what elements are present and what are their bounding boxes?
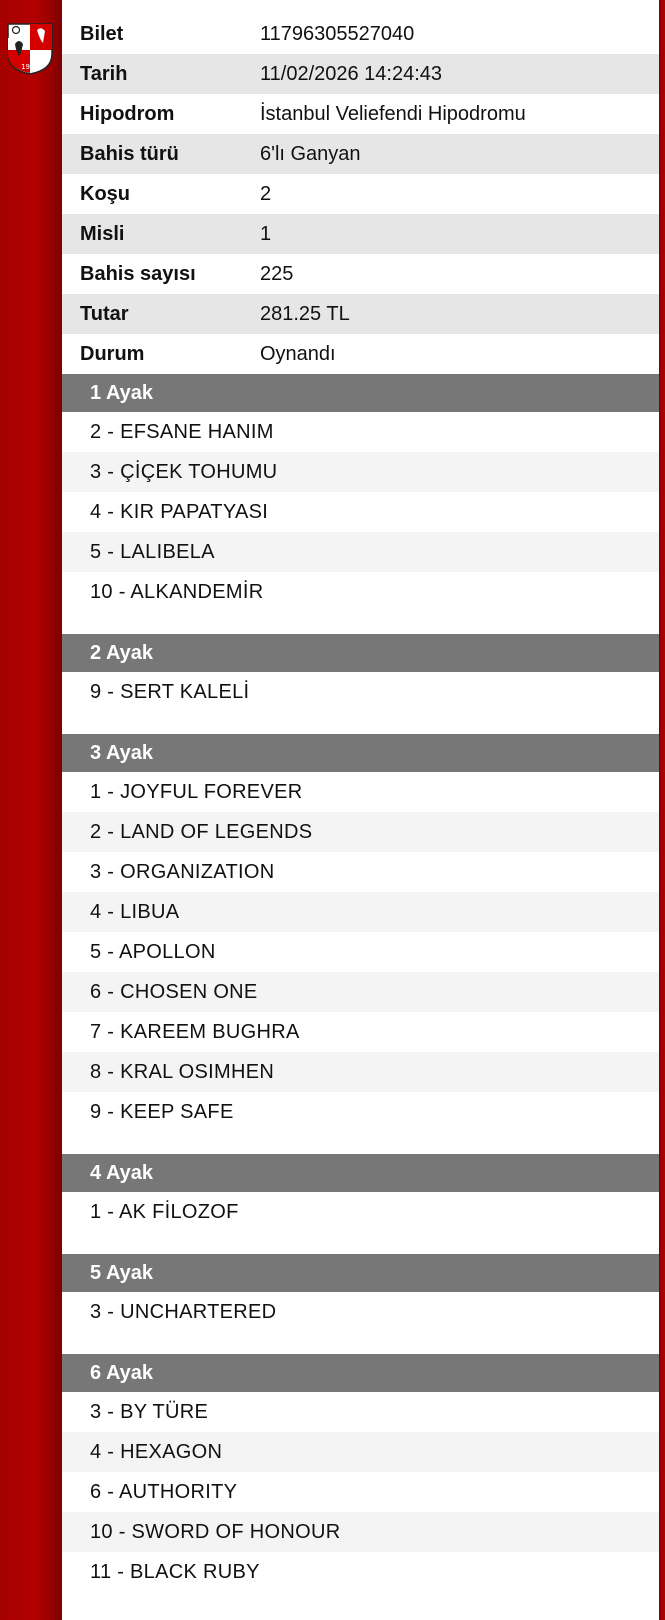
ticket-legs <box>62 374 659 1614</box>
horse-row: 3 - ÇİÇEK TOHUMU <box>62 452 659 492</box>
horse-row: 1 - AK FİLOZOF <box>90 1200 239 1223</box>
ticket-info-value: 11/02/2026 14:24:43 <box>260 62 443 85</box>
horse-row: 5 - APOLLON <box>90 940 216 963</box>
ticket-info-row <box>62 54 659 94</box>
ticket-info-row <box>62 214 659 254</box>
ticket-info-value: 2 <box>260 182 272 205</box>
horse-row: 4 - KIR PAPATYASI <box>90 500 269 523</box>
horse-row: 6 - CHOSEN ONE <box>62 972 659 1012</box>
leg-spacer <box>62 712 659 734</box>
leg-spacer <box>62 1332 659 1354</box>
horse-row: 1 - JOYFUL FOREVER <box>90 780 303 803</box>
leg-spacer <box>62 1132 659 1154</box>
horse-row: 3 - BY TÜRE <box>90 1400 209 1423</box>
leg-header: 1 Ayak <box>62 374 659 412</box>
leg-header: 5 Ayak <box>62 1254 659 1292</box>
horse-row: 9 - SERT KALELİ <box>90 680 250 703</box>
ticket-info-label: Hipodrom <box>80 102 175 125</box>
horse-row: 4 - HEXAGON <box>62 1432 659 1472</box>
ticket-info-value: 1 <box>260 222 272 245</box>
left-brand-rail <box>0 0 62 1620</box>
ticket-info-label: Bilet <box>80 22 124 45</box>
ticket-detail <box>62 14 659 1614</box>
ticket-info-value: 6'lı Ganyan <box>260 142 361 165</box>
ticket-info-label: Tarih <box>80 62 128 85</box>
horse-row: 3 - UNCHARTERED <box>90 1300 277 1323</box>
horse-row: 9 - KEEP SAFE <box>90 1100 234 1123</box>
horse-row: 8 - KRAL OSIMHEN <box>62 1052 659 1092</box>
ticket-info-row <box>62 294 659 334</box>
horse-row: 10 - SWORD OF HONOUR <box>62 1512 659 1552</box>
leg-header: 3 Ayak <box>62 734 659 772</box>
horse-row: 2 - LAND OF LEGENDS <box>62 812 659 852</box>
right-brand-rail <box>659 0 665 1620</box>
leg-header: 6 Ayak <box>62 1354 659 1392</box>
ticket-info-label: Tutar <box>80 302 129 325</box>
ticket-info-label: Bahis sayısı <box>80 262 196 285</box>
leg-spacer <box>62 612 659 634</box>
ticket-info-value: 11796305527040 <box>260 22 415 45</box>
horse-row: 3 - ORGANIZATION <box>90 860 275 883</box>
ticket-info-row <box>62 14 659 54</box>
ticket-info-value: İstanbul Veliefendi Hipodromu <box>260 102 526 125</box>
ticket-info-row <box>62 254 659 294</box>
ticket-info-row <box>62 94 659 134</box>
leg-header: 2 Ayak <box>62 634 659 672</box>
leg-spacer <box>62 1592 659 1614</box>
ticket-info-value: 225 <box>260 262 294 285</box>
horse-row: 6 - AUTHORITY <box>90 1480 238 1503</box>
horse-row: 4 - LIBUA <box>62 892 659 932</box>
horse-row: 5 - LALIBELA <box>62 532 659 572</box>
horse-row: 10 - ALKANDEMİR <box>90 580 264 603</box>
ticket-info-label: Bahis türü <box>80 142 179 165</box>
horse-row: 2 - EFSANE HANIM <box>90 420 274 443</box>
ticket-info-label: Koşu <box>80 182 130 205</box>
ticket-info-row <box>62 134 659 174</box>
ticket-info-row <box>62 174 659 214</box>
ticket-info-label: Durum <box>80 342 145 365</box>
leg-header: 4 Ayak <box>62 1154 659 1192</box>
club-crest-icon <box>6 20 54 76</box>
ticket-info-value: Oynandı <box>260 342 336 365</box>
leg-spacer <box>62 1232 659 1254</box>
ticket-info-label: Misli <box>80 222 125 245</box>
logo-year: 1950 <box>21 63 39 71</box>
ticket-info-value: 281.25 TL <box>260 302 350 325</box>
ticket-info-table <box>62 14 659 374</box>
horse-row: 11 - BLACK RUBY <box>90 1560 260 1583</box>
ticket-info-row <box>62 334 659 374</box>
horse-row: 7 - KAREEM BUGHRA <box>90 1020 300 1043</box>
